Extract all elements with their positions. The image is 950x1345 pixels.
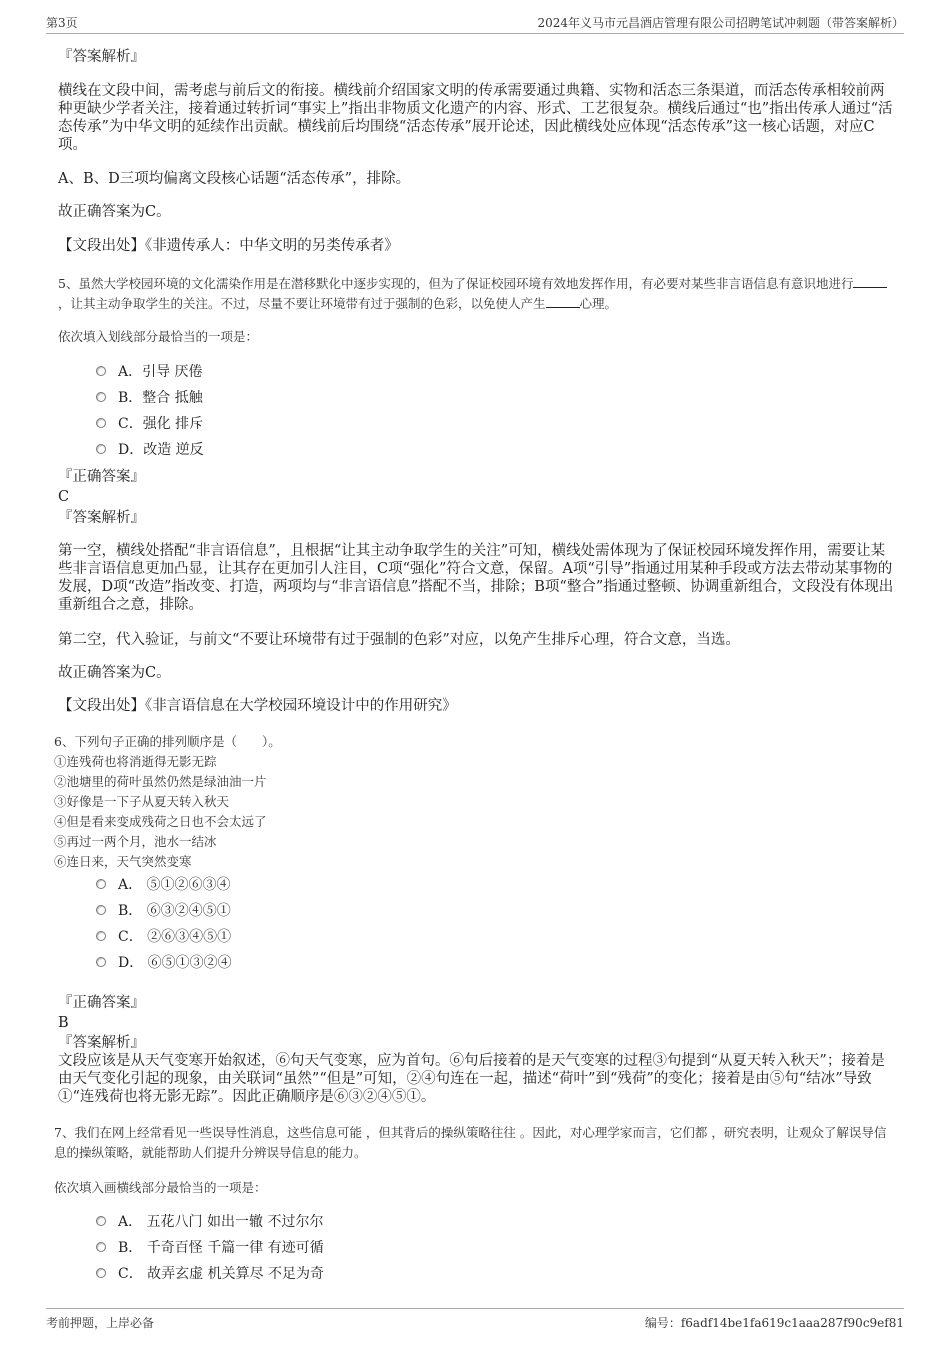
footer-divider: [46, 1308, 904, 1309]
radio-icon[interactable]: [96, 957, 106, 967]
document-title: 2024年义马市元昌酒店管理有限公司招聘笔试冲刺题（带答案解析）: [537, 16, 904, 30]
page-number: 第3页: [46, 16, 78, 30]
q7-stem: 7、我们在网上经常看见一些误导性消息，这些信息可能 ，但其背后的操纵策略往往 。因此，对心理学家而言，它们都 ，研究表明，让观众了解误导信息的操纵策略，就能帮助人们提升分辨误导信息的能力。: [54, 1125, 887, 1160]
q7-option-c[interactable]: C． 故弄玄虚 机关算尽 不足为奇: [96, 1264, 324, 1284]
q5-answer-line: 故正确答案为C。: [58, 665, 171, 681]
q5-option-c[interactable]: C．强化 排斥: [96, 414, 203, 434]
blank-1: [853, 275, 887, 288]
q6-sentence-2: ②池塘里的荷叶虽然仍然是绿油油一片: [54, 774, 267, 789]
q4-analysis-paragraph-2: A、B、D三项均偏离文段核心话题“活态传承”，排除。: [58, 171, 411, 187]
q6-answer-label: 『正确答案』: [58, 995, 145, 1011]
q6-option-c[interactable]: C． ②⑥③④⑤①: [96, 927, 231, 947]
q5-analysis-label: 『答案解析』: [58, 510, 145, 526]
radio-icon[interactable]: [96, 931, 106, 941]
q5-stem: 5、虽然大学校园环境的文化濡染作用是在潜移默化中逐步实现的，但为了保证校园环境有效地发挥作用，有必要对某些非言语信息有意识地进行，让其主动争取学生的关注。不过，尽量不要让环境带有过于强制的色彩，以免使人产生 心理。: [58, 274, 894, 314]
q7-option-b[interactable]: B． 千奇百怪 千篇一律 有迹可循: [96, 1238, 324, 1258]
radio-icon[interactable]: [96, 366, 106, 376]
radio-icon[interactable]: [96, 879, 106, 889]
q5-analysis-paragraph-1: 第一空，横线处搭配“非言语信息”，且根据“让其主动争取学生的关注”可知，横线处需体现为了保证校园环境发挥作用，需要让某些非言语信息更加凸显，让其存在更加引人注目，C项“强化”符合文意，保留。A项“引导”指通过用某种手段或方法去带动某事物的发展，D项“改造”指改变、打造，两项均与“非言语信息”搭配不当，排除；B项“整合”指通过整顿、协调重新组合，文段没有体现出重新组合之意，排除。: [58, 543, 894, 613]
q6-analysis: 文段应该是从天气变寒开始叙述，⑥句天气变寒，应为首句。⑥句后接着的是天气变寒的过程③句提到“从夏天转入秋天”；接着是由天气变化引起的现象，由关联词“虽然”“但是”可知，②④句连在一起，描述“荷叶”到“残荷”的变化；接着是由⑤句“结冰”导致①“连残荷也将无影无踪”。因此正确顺序是⑥③②④⑤①。: [58, 1053, 885, 1105]
q6-sentence-3: ③好像是一下子从夏天转入秋天: [54, 794, 230, 809]
footer-slogan: 考前押题，上岸必备: [46, 1316, 155, 1330]
radio-icon[interactable]: [96, 905, 106, 915]
q5-option-b[interactable]: B．整合 抵触: [96, 388, 203, 408]
radio-icon[interactable]: [96, 1242, 106, 1252]
q6-analysis-label: 『答案解析』: [58, 1035, 145, 1051]
q5-option-d[interactable]: D．改造 逆反: [96, 440, 204, 460]
radio-icon[interactable]: [96, 392, 106, 402]
q5-answer: C: [58, 489, 70, 505]
q4-analysis-label: 『答案解析』: [58, 49, 145, 65]
q6-sentence-1: ①连残荷也将消逝得无影无踪: [54, 754, 217, 769]
q6-sentence-6: ⑥连日来，天气突然变寒: [54, 854, 192, 869]
document-id: 编号：f6adf14be1fa619c1aaa287f90c9ef81: [644, 1316, 904, 1330]
header-divider: [46, 33, 904, 34]
q7-option-a[interactable]: A． 五花八门 如出一辙 不过尔尔: [96, 1212, 323, 1232]
radio-icon[interactable]: [96, 444, 106, 454]
q5-analysis-paragraph-2: 第二空，代入验证，与前文“不要让环境带有过于强制的色彩”对应，以免产生排斥心理，符合文意，当选。: [58, 632, 740, 648]
q7-prompt: 依次填入画横线部分最恰当的一项是：: [54, 1180, 267, 1195]
q4-source: 【文段出处】《非遗传承人：中华文明的另类传承者》: [58, 238, 399, 254]
q5-source: 【文段出处】《非言语信息在大学校园环境设计中的作用研究》: [58, 698, 457, 714]
q4-analysis-paragraph-1: 横线在文段中间，需考虑与前后文的衔接。横线前介绍国家文明的传承需要通过典籍、实物和活态三条渠道，而活态传承相较前两种更缺少学者关注，接着通过转折词“事实上”指出非物质文化遗产的内容、形式、工艺很复杂。横线后通过“也”指出传承人通过“活态传承”为中华文明的延续作出贡献。横线前后均围绕“活态传承”展开论述，因此横线处应体现“活态传承”这一核心话题，对应C项。: [58, 83, 893, 153]
q6-option-d[interactable]: D． ⑥⑤①③②④: [96, 953, 232, 973]
q6-sentence-5: ⑤再过一两个月，池水一结冰: [54, 834, 217, 849]
q5-prompt: 依次填入划线部分最恰当的一项是：: [58, 329, 259, 344]
q5-option-a[interactable]: A．引导 厌倦: [96, 362, 203, 382]
q6-stem: 6、下列句子正确的排列顺序是（ ）。: [54, 734, 281, 749]
q6-answer: B: [58, 1015, 69, 1031]
radio-icon[interactable]: [96, 418, 106, 428]
q6-option-a[interactable]: A． ⑤①②⑥③④: [96, 875, 231, 895]
radio-icon[interactable]: [96, 1216, 106, 1226]
q6-option-b[interactable]: B． ⑥③②④⑤①: [96, 901, 231, 921]
radio-icon[interactable]: [96, 1268, 106, 1278]
blank-2: [546, 295, 580, 308]
q4-answer-line: 故正确答案为C。: [58, 204, 171, 220]
q6-sentence-4: ④但是看来变成残荷之日也不会太远了: [54, 814, 267, 829]
q5-answer-label: 『正确答案』: [58, 469, 145, 485]
